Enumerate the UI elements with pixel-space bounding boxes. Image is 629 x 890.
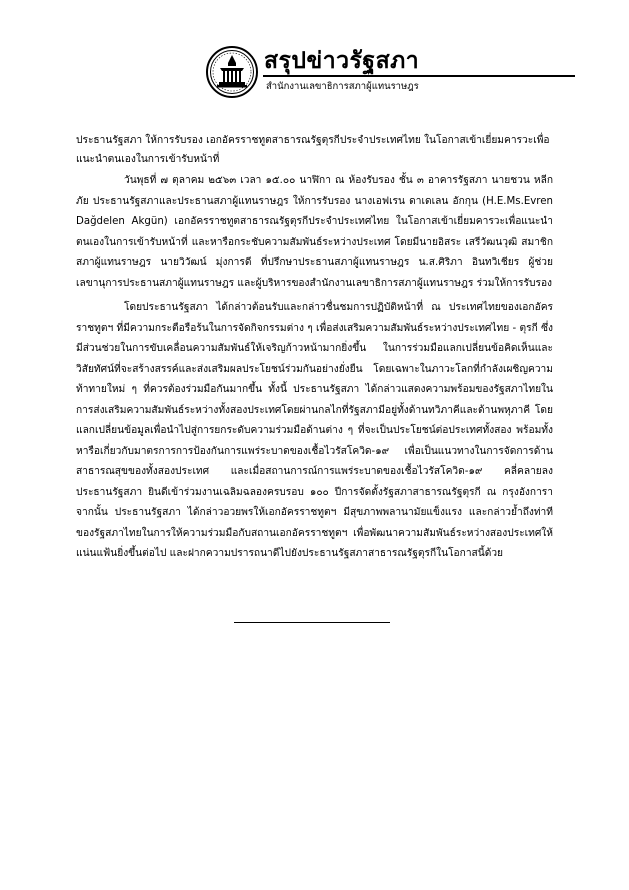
organization-name: สำนักงานเลขาธิการสภาผู้แทนราษฎร [266,81,419,92]
article-paragraph-1: วันพุธที่ ๗ ตุลาคม ๒๕๖๓ เวลา ๑๕.๐๐ นาฬิกา ณ ห้องรับรอง ชั้น ๓ อาคารรัฐสภา นายชวน หลีกภัย ประธานรัฐสภาและประธานสภาผู้แทนราษฎร ให้การรับรอง นางเอฟเรน ดาเดเลน อักกุน (H.E.Ms.Evren Dağdelen Akgün) เอกอัครราชทูตสาธารณรัฐตุรกีประจำประเทศไทย ในโอกาสเข้าเยี่ยมคารวะเพื่อแนะนำตนเองในการเข้ารับหน้าที่ และหารือกระชับความสัมพันธ์ระหว่างประเทศ โดยมีนายอิสระ เสรีวัฒนวุฒิ สมาชิกสภาผู้แทนราษฎร นายวิวัฒน์ มุ่งการดี ที่ปรึกษาประธานสภาผู้แทนราษฎร น.ส.ศิริภา อินทวิเชียร ผู้ช่วยเลขานุการประธานสภาผู้แทนราษฎร และผู้บริหารของสำนักงานเลขาธิการสภาผู้แทนราษฎร ร่วมให้การรับรอง [76,175,553,289]
article-body [76,131,553,565]
article-headline: ประธานรัฐสภา ให้การรับรอง เอกอัครราชทูตสาธารณรัฐตุรกีประจำประเทศไทย ในโอกาสเข้าเยี่ยมคารวะเพื่อแนะนำตนเองในการเข้ารับหน้าที่ [76,135,550,165]
article-paragraph-2: โดยประธานรัฐสภา ได้กล่าวต้อนรับและกล่าวชื่นชมการปฏิบัติหน้าที่ ณ ประเทศไทยของเอกอัครราชทูตฯ ที่มีความกระตือรือร้นในการจัดกิจกรรมต่าง ๆ เพื่อส่งเสริมความสัมพันธ์ระหว่างประเทศไทย - ตุรกี ซึ่งมีส่วนช่วยในการขับเคลื่อนความสัมพันธ์ให้เจริญก้าวหน้ามากยิ่งขึ้น ในการร่วมมือแลกเปลี่ยนข้อคิดเห็นและวิสัยทัศน์ที่จะสร้างสรรค์และส่งเสริมผลประโยชน์ร่วมกันอย่างยั่งยืน โดยเฉพาะในภาวะโลกที่กำลังเผชิญความท้าทายใหม่ ๆ ที่ควรต้องร่วมมือกันมากขึ้น ทั้งนี้ ประธานรัฐสภา ได้กล่าวแสดงความพร้อมของรัฐสภาไทยในการส่งเสริมความสัมพันธ์ระหว่างทั้งสองประเทศโดยผ่านกลไกที่รัฐสภามีอยู่ทั้งด้านทวิภาคีและด้านพหุภาคี โดยแลกเปลี่ยนข้อมูลเพื่อนำไปสู่การยกระดับความร่วมมือด้านต่าง ๆ ที่จะเป็นประโยชน์ต่อประเทศทั้งสอง พร้อมทั้งหารือเกี่ยวกับมาตรการการป้องกันการแพร่ระบาดของเชื้อไวรัสโควิด-๑๙ เพื่อเป็นแนวทางในการจัดการด้านสาธารณสุขของทั้งสองประเทศ และเมื่อสถานการณ์การแพร่ระบาดของเชื้อไวรัสโควิด-๑๙ คลี่คลายลง ประธานรัฐสภา ยินดีเข้าร่วมงานเฉลิมฉลองครบรอบ ๑๐๐ ปีการจัดตั้งรัฐสภาสาธารณรัฐตุรกี ณ กรุงอังการา จากนั้น ประธานรัฐสภา ได้กล่าวอวยพรให้เอกอัครราชทูตฯ มีสุขภาพพลานามัยแข็งแรง และกล่าวย้ำถึงท่าทีของรัฐสภาไทยในการให้ความร่วมมือกับสถานเอกอัครราชทูตฯ เพื่อพัฒนาความสัมพันธ์ระหว่างสองประเทศให้แน่นแฟ้นยิ่งขึ้นต่อไป และฝากความปรารถนาดีไปยังประธานรัฐสภาสาธารณรัฐตุรกีในโอกาสนี้ด้วย [76,302,553,559]
parliament-emblem-icon [206,46,258,98]
document-header [206,46,576,98]
end-of-article-divider [234,622,390,623]
newsletter-title: สรุปข่าวรัฐสภา [264,48,420,74]
header-rule [263,75,575,77]
